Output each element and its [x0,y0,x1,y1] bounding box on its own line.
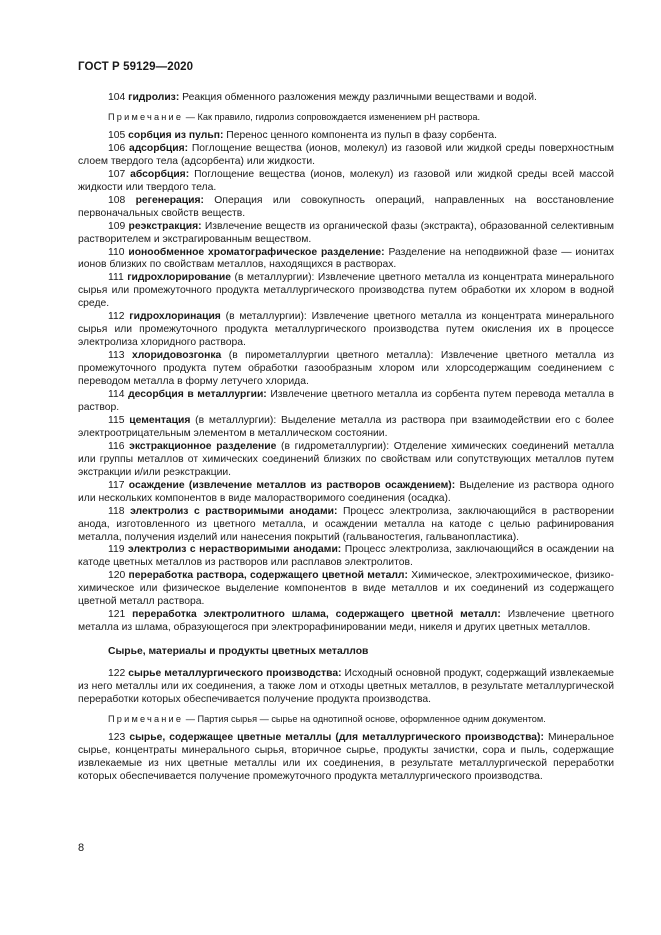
term-entry: 120 переработка раствора, содержащего цветной металл: Химическое, электрохимическое, физико-химическое или физическое выделение компонентов в виде металлов и их соединений из содержащего цветной металл раствора. [78,570,615,608]
term-entry: 118 электролиз с растворимыми анодами: Процесс электролиза, заключающийся в растворении анода, изготовленного из цветного металла, и осаждении металла на катоде с целью рафинирования металла, получения изделий или нанесения покрытий (гальваностегия, гальванопластика). [78,505,614,543]
document-body [78,92,614,784]
term-entry: 119 электролиз с нерастворимыми анодами: Процесс электролиза, заключающийся в осаждении на катоде цветных металлов из растворов или расплавов электролитов. [78,544,615,569]
note: Примечание — Партия сырья — сырье на однотипной основе, оформленное одним документом. [108,713,546,724]
document-header: ГОСТ Р 59129—2020 [78,61,194,73]
page-number: 8 [78,842,85,854]
term-entry: 109 реэкстракция: Извлечение веществ из органической фазы (экстракта), образованной селективным растворителем и экстрагированным веществом. [78,220,615,245]
term-entry: 107 абсорбция: Поглощение вещества (ионов, молекул) из газовой или жидкой среды всей массой жидкости или твердого тела. [78,168,615,193]
term-entry: 123 сырье, содержащее цветные металлы (для металлургического производства): Минеральное сырье, концентраты минерального сырья, вторичное сырье, продукты зачистки, сора и пыль, содержащие извлекаемые из них цветные металлы или их соединения, в результате металлургической переработки которых обеспечивается получение промежуточного продукта металлургического производства. [78,731,615,782]
term-entry: 115 цементация (в металлургии): Выделение металла из раствора при взаимодействии его с более электроотрицательным элементом в металлическом состоянии. [78,414,615,439]
section-title: Сырье, материалы и продукты цветных металлов [108,646,369,658]
term-entry: 114 десорбция в металлургии: Извлечение цветного металла из сорбента путем перевода металла в раствор. [78,389,614,413]
note: Примечание — Как правило, гидролиз сопровождается изменением pH раствора. [108,111,481,122]
term-entry: 116 экстракционное разделение (в гидрометаллургии): Отделение химических соединений металла или группы металлов от химических соединений близких по свойствам или сопутствующих металлов путем экстракции и/или реэкстракции. [78,440,615,478]
term-entry: 111 гидрохлорирование (в металлургии): Извлечение цветного металла из концентрата минерального сырья или промежуточного продукта металлургического производства путем обработки их хлором в водной среде. [78,272,615,310]
term-entry: 105 сорбция из пульп: Перенос ценного компонента из пульп в фазу сорбента. [108,129,498,141]
term-entry: 108 регенерация: Операция или совокупность операций, направленных на восстановление первоначальных свойств веществ. [78,194,614,219]
term-entry: 110 ионообменное хроматографическое разделение: Разделение на неподвижной фазе — ионитах ионов близких по свойствам металлов, находящихся в растворах. [78,246,614,271]
term-entry: 113 хлоридовозгонка (в пирометаллургии цветного металла): Извлечение цветного металла из промежуточного продукта путем обработки газообразным хлором или хлорсодержащим соединением с переводом металла в форму летучего хлорида. [78,350,615,388]
term-entry: 122 сырье металлургического производства: Исходный основной продукт, содержащий извлекаемые из него металлы или их соединения, а также лом и отходы цветных металлов, в результате металлургической переработки которых обеспечивается получение продукта производства. [78,668,615,705]
term-entry: 104 гидролиз: Реакция обменного разложения между различными веществами и водой. [108,92,537,103]
term-entry: 112 гидрохлоринация (в металлургии): Извлечение цветного металла из концентрата минерального сырья или промежуточного продукта металлургического производства путем окисления их в процессе электролиза хлоридного раствора. [78,311,615,349]
term-entry: 121 переработка электролитного шлама, содержащего цветной металл: Извлечение цветного металла из шлама, образующегося при электрорафинировании меди, никеля и других цветных металлов. [78,609,615,634]
term-entry: 106 адсорбция: Поглощение вещества (ионов, молекул) из газовой или жидкой среды поверхностным слоем твердого тела (адсорбента) или жидкости. [78,142,615,167]
term-entry: 117 осаждение (извлечение металлов из растворов осаждением): Выделение из раствора одного или нескольких компонентов в виде малорастворимого соединения (осадка). [78,479,615,504]
